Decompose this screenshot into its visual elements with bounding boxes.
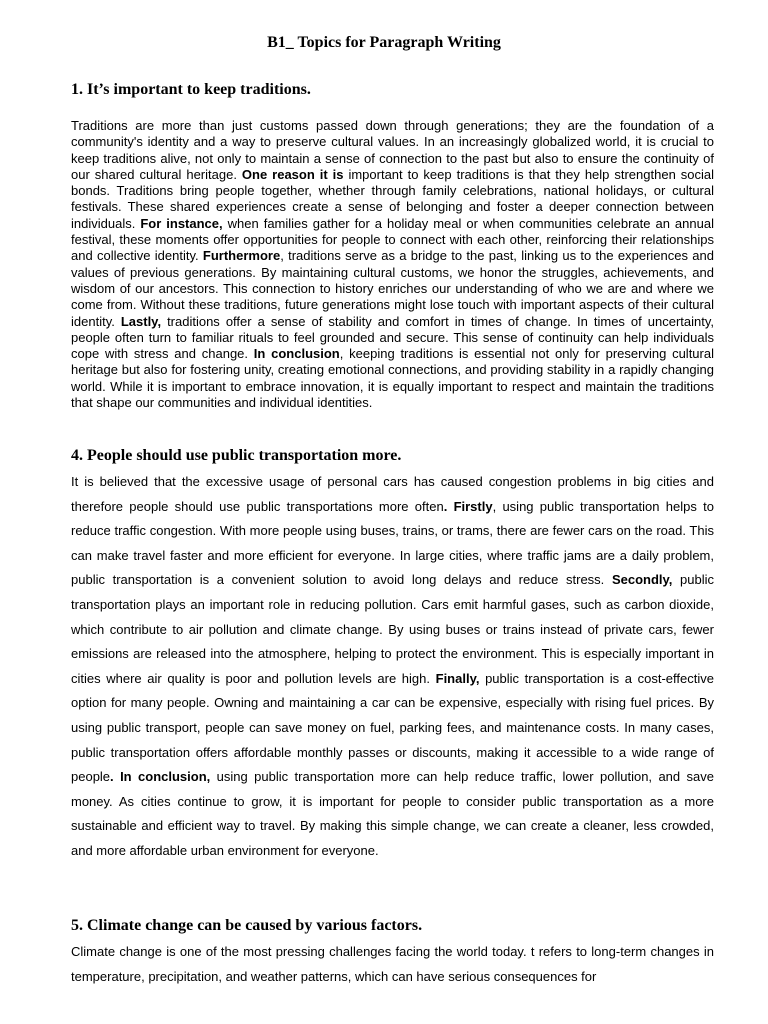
- transition-phrase: One reason it is: [241, 166, 344, 182]
- transition-phrase: For instance,: [140, 215, 223, 231]
- section-heading-climate-change: 5. Climate change can be caused by various factors.: [71, 917, 423, 934]
- transition-phrase: . In conclusion,: [110, 769, 211, 785]
- text-run: Climate change is one of the most pressing challenges facing the world today. t refers to long-term changes in temperature, precipitation, and weather patterns, which can have serious consequences for: [71, 944, 714, 984]
- text-run: important to keep traditions is that they help strengthen social bonds. Traditions bring people together, whether through family celebrations, national holidays, or cultural festivals. These shared experiences create a sense of belonging and foster a deeper connection between individuals.: [71, 166, 714, 231]
- text-run: Traditions are more than just customs passed down through generations; they are the foundation of a community's identity and a way to preserve cultural values. In an increasingly globalized world, it is crucial to keep traditions alive, not only to maintain a sense of connection to the past but also to ensure the continuity of our shared cultural heritage.: [71, 118, 714, 182]
- section-heading-public-transportation: 4. People should use public transportation more.: [71, 447, 402, 464]
- transition-phrase: Lastly,: [120, 313, 162, 329]
- text-run: using public transportation more can help reduce traffic, lower pollution, and save money. As cities continue to grow, it is important for people to consider public transportation as a more sustainable and efficient way to travel. By making this simple change, we can create a cleaner, less crowded, and more affordable urban environment for everyone.: [71, 769, 714, 858]
- transition-phrase: Finally,: [435, 670, 480, 686]
- paragraph-public-transportation: [71, 470, 714, 864]
- text-run: when families gather for a holiday meal or when communities celebrate an annual festival, these moments offer opportunities for people to connect with each other, reinforcing their relationships and collective identity.: [71, 215, 714, 264]
- paragraph-climate-change: [71, 940, 714, 989]
- section-heading-traditions: 1. It’s important to keep traditions.: [71, 81, 311, 98]
- text-run: It is believed that the excessive usage of personal cars has caused congestion problems in big cities and therefore people should use public transportations more often: [71, 474, 714, 514]
- text-run: , using public transportation helps to reduce traffic congestion. With more people using buses, trains, or trams, there are fewer cars on the road. This can make travel faster and more efficient for everyone. In large cities, where traffic jams are a daily problem, public transportation is a convenient solution to avoid long delays and reduce stress.: [71, 498, 714, 588]
- text-run: , keeping traditions is essential not only for preserving cultural heritage but also for fostering unity, creating emotional connections, and providing stability in a rapidly changing world. While it is important to embrace innovation, it is equally important to respect and maintain the traditions that shape our communities and individual identities.: [71, 346, 714, 411]
- text-run: , traditions serve as a bridge to the past, linking us to the experiences and values of previous generations. By maintaining cultural customs, we honor the struggles, achievements, and wisdom of our ancestors. This connection to history enriches our understanding of who we are and where we come from. Without these traditions, future generations might lose touch with important aspects of their cultural identity.: [71, 248, 714, 329]
- paragraph-traditions: [71, 118, 714, 411]
- transition-phrase: . Firstly: [443, 498, 493, 514]
- transition-phrase: Secondly,: [611, 572, 673, 588]
- text-run: public transportation is a cost-effective option for many people. Owning and maintaining a car can be expensive, especially with rising fuel prices. By using public transport, people can save money on fuel, parking fees, and maintenance costs. In many cases, public transportation offers affordable monthly passes or discounts, making it accessible to a wide range of people: [71, 670, 714, 785]
- transition-phrase: Furthermore: [202, 248, 281, 264]
- text-run: traditions offer a sense of stability and comfort in times of change. In times of uncertainty, people often turn to familiar rituals to feel grounded and secure. This sense of continuity can help individuals cope with stress and change.: [71, 313, 715, 362]
- document-title: B1_ Topics for Paragraph Writing: [267, 34, 501, 51]
- transition-phrase: In conclusion: [253, 346, 340, 362]
- text-run: public transportation plays an important role in reducing pollution. Cars emit harmful gases, such as carbon dioxide, which contribute to air pollution and climate change. By using buses or trains instead of private cars, fewer emissions are released into the atmosphere, helping to protect the environment. This is especially important in cities where air quality is poor and pollution levels are high.: [71, 572, 715, 686]
